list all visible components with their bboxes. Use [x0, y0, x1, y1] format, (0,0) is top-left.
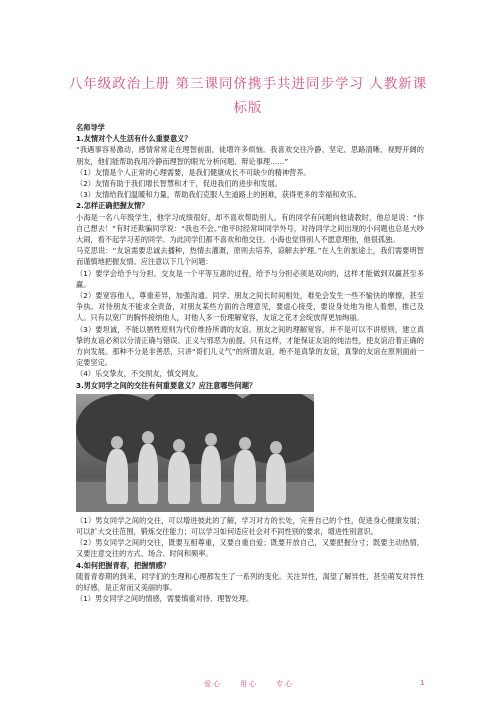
paragraph: （3）友情给我们温暖和力量，帮助我们克服人生道路上的困难，获得更多的幸福和欢乐。	[76, 190, 361, 200]
paragraph: （1）男女同学之间的情感，需要慎重对待、理智处理。	[76, 594, 254, 604]
paragraph: 随着青春期的到来，同学们的生理和心理都发生了一系列的变化。关注异性，渴望了解异性，甚至萌发对异性的好感，是正常而又美丽的事。	[76, 571, 424, 593]
paragraph: （1）男女同学之间的交往，可以增进彼此的了解，学习对方的长处，完善自己的个性，促进身心健康发展；可以扩大交往范围，锻炼交往能力；可以学习如何适应社会对不同性别的要求，增进性别意识。	[76, 515, 424, 537]
paragraph: 马克思说：“友谊需要忠诚去播种，热情去灌溉，原则去培养，谅解去护理。”在人生的旅途上，我们需要明智而谨慎地把握友情。应注意以下几个问题：	[76, 246, 424, 267]
paragraph: （2）男女同学之间的交往，既要互相尊重，又要自重自爱；既要开放自己，又要把握分寸；既要主动热情，又要注意交往的方式、场合、时间和频率。	[76, 538, 424, 559]
paragraph: （1）友情是个人正常的心理需要，是我们健康成长不可缺少的精神营养。	[76, 167, 311, 177]
section-heading: 4.如何把握青春，把握情感？	[76, 560, 170, 570]
paragraph: 小海是一名八年级学生，他学习成绩很好，却不喜欢帮助别人。有的同学有问题向他请教时，他总是说：“你自己想去！”有时还欺骗同学说：“我也不会。”他平时经常叫同学外号，对待同学之间出现的小问题也总是大吵大闹，看不起学习差的同学。为此同学们都不喜欢和他交往。小海也觉得别人不愿意理他，他很孤独。	[76, 212, 424, 245]
paragraph: （1）要学会给予与分担。交友是一个平等互惠的过程，给予与分担必须是双向的，这样才能做到双赢甚至多赢。	[76, 268, 424, 289]
section-heading: 名师导学	[76, 123, 105, 132]
paragraph: （2）友情有助于我们增长智慧和才干，促进我们的进步和发展。	[76, 179, 282, 189]
section-heading: 3.男女同学之间的交往有何重要意义？应注意哪些问题？	[76, 380, 257, 390]
paragraph: “我遇事容易激动，感情常常走在理智前面，徒增许多烦恼。我喜欢交往冷静、坚定、思路清晰、视野开阔的朋友，他们能帮助我用冷静而理智的眼光分析问题、辩论事理……”	[76, 145, 424, 166]
document-body	[76, 122, 424, 605]
page-number: 1	[420, 679, 425, 687]
paragraph: （2）要宽容他人，尊重差异，加强沟通。同学、朋友之间长时间相处，难免会发生一些不愉快的摩擦，甚至争执。对待朋友不能求全责备，对朋友某些方面的合理意见，要虚心接受，要设身处地为他人着想，推己及人。只有以宽广的胸怀接纳他人，对他人多一份理解宽容，友谊之花才会绽放得更加绚丽。	[76, 291, 424, 323]
section-heading: 1.友情对个人生活有什么重要意义？	[76, 134, 192, 144]
page-title-line2: 标版	[233, 100, 263, 116]
paragraph: （4）乐交挚友，不交损友，慎交网友。	[76, 369, 203, 379]
section-heading: 2.怎样正确把握友情？	[76, 201, 149, 211]
paragraph: （3）要坦诚，不能以牺牲原则为代价维持所谓的友谊。朋友之间的理解宽容，并不是可以不讲原则，建立真挚的友谊必须以分清正确与错误、正义与邪恶为前提。只有这样，才能保证友谊的纯洁性，使友谊沿着正确的方向发展。那种不分是非善恶，只讲“哥们儿义气”的所谓友谊，绝不是真挚的友谊，真挚的友谊在原则面前一定要坚定。	[76, 324, 424, 368]
page-title-line1: 八年级政治上册 第三课同侪携手共进同步学习 人教新课	[68, 76, 428, 92]
footer-text: 爱心 用心 专心	[204, 680, 294, 688]
group-photo	[76, 394, 314, 512]
